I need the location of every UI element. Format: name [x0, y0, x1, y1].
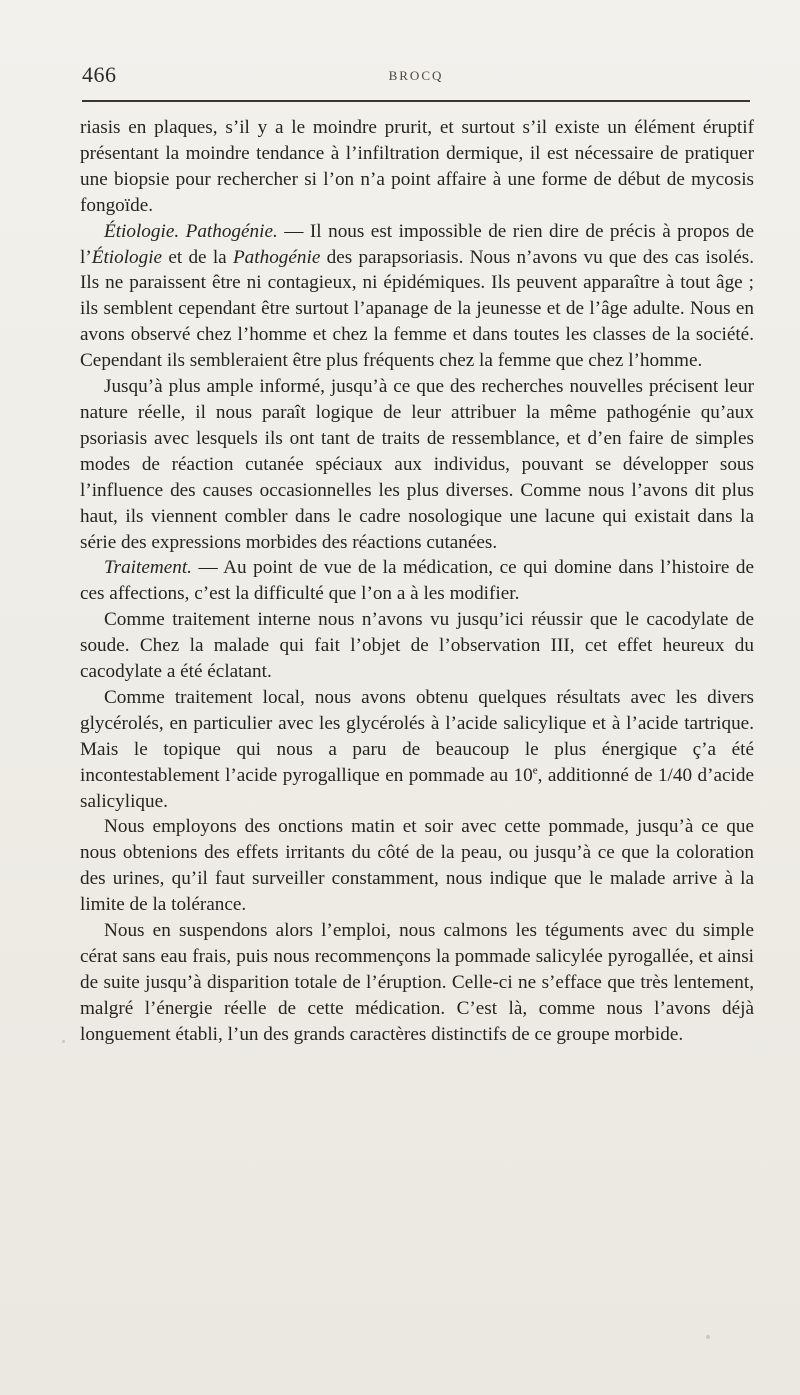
paragraph-etiologie: [80, 219, 754, 374]
section-heading-traitement: Traitement.: [104, 557, 192, 579]
paper-speck: [706, 1335, 710, 1339]
section-heading-etiologie: Étiologie. Pathogénie.: [104, 220, 278, 242]
paper-speck: [62, 1040, 65, 1043]
header-rule: [82, 100, 750, 102]
italic-term: Étiologie: [91, 246, 163, 268]
paragraph-traitement: [80, 555, 754, 607]
text-run: , additionné de 1/40 d’acide salicylique.: [80, 764, 754, 812]
page-header: [82, 62, 750, 88]
italic-term: Pathogénie: [232, 246, 321, 268]
paragraph-suspension: Nous en suspendons alors l’emploi, nous calmons les téguments avec du simple cérat sans eau frais, puis nous recommençons la pommade salicylée pyrogallée, et ainsi de suite jusqu’à disparition totale de l’éruption. Celle-ci ne s’efface que très lentement, malgré l’énergie réelle de cette médication. C’est là, comme nous l’avons déjà longuement établi, l’un des grands caractères distinctifs de ce groupe morbide.: [80, 920, 754, 1045]
text-run: — Au point de vue de la médication, ce qui domine dans l’histoire de ces affections, c’est la difficulté que l’on a à les modifier.: [80, 557, 754, 605]
text-run: et de la: [162, 246, 233, 268]
page-number: 466: [82, 62, 117, 87]
paragraph-onctions: Nous employons des onctions matin et soir avec cette pommade, jusqu’à ce que nous obtenions des effets irritants du côté de la peau, ou jusqu’à ce que la coloration des urines, qu’il faut surveiller constamment, nous indique que le malade arrive à la limite de la tolérance.: [80, 816, 754, 916]
paragraph-traitement-local: [80, 685, 754, 815]
running-head: BROCQ: [388, 68, 444, 83]
text-run: Comme traitement local, nous avons obtenu quelques résultats avec les divers glycérolés, en particulier avec les glycérolés à l’acide salicylique et à l’acide tartrique. Mais le topique qui nous a paru de beaucoup le plus énergique ç’a été incontestablement l’acide pyrogallique en pommade au 10: [80, 686, 754, 786]
paragraph-traitement-interne: Comme traitement interne nous n’avons vu jusqu’ici réussir que le cacodylate de soude. Chez la malade qui fait l’objet de l’observation III, cet effet heureux du cacodylate a été éclatant.: [80, 609, 754, 683]
paragraph-continuation: riasis en plaques, s’il y a le moindre prurit, et surtout s’il existe un élément éruptif présentant la moindre tendance à l’infiltration dermique, il est nécessaire de pratiquer une biopsie pour rechercher si l’on n’a point affaire à une forme de début de mycosis fongoïde.: [80, 117, 754, 216]
text-run: — Il nous est impossible de rien dire de précis à propos de l’: [80, 220, 754, 268]
body-text: [80, 115, 754, 1048]
text-run: des parapsoriasis. Nous n’avons vu que des cas isolés. Ils ne paraissent être ni contagieux, ni épidémiques. Ils peuvent apparaître à tout âge ; ils semblent cependant être surtout l’apanage de la jeunesse et de l’âge adulte. Nous en avons observé chez l’homme et chez la femme et dans toutes les classes de la société. Cependant ils sembleraient être plus fréquents chez la femme que chez l’homme.: [80, 246, 754, 372]
paragraph-pathogenie: Jusqu’à plus ample informé, jusqu’à ce que des recherches nouvelles précisent leur nature réelle, il nous paraît logique de leur attribuer la même pathogénie qu’aux psoriasis avec lesquels ils ont tant de traits de ressemblance, et d’en faire de simples modes de réaction cutanée spéciaux aux individus, pouvant se développer sous l’influence des causes occasionnelles les plus diverses. Comme nous l’avons dit plus haut, ils viennent combler dans le cadre nosologique une lacune qui existait dans la série des expressions morbides des réactions cutanées.: [80, 376, 754, 553]
superscript: e: [532, 764, 538, 777]
